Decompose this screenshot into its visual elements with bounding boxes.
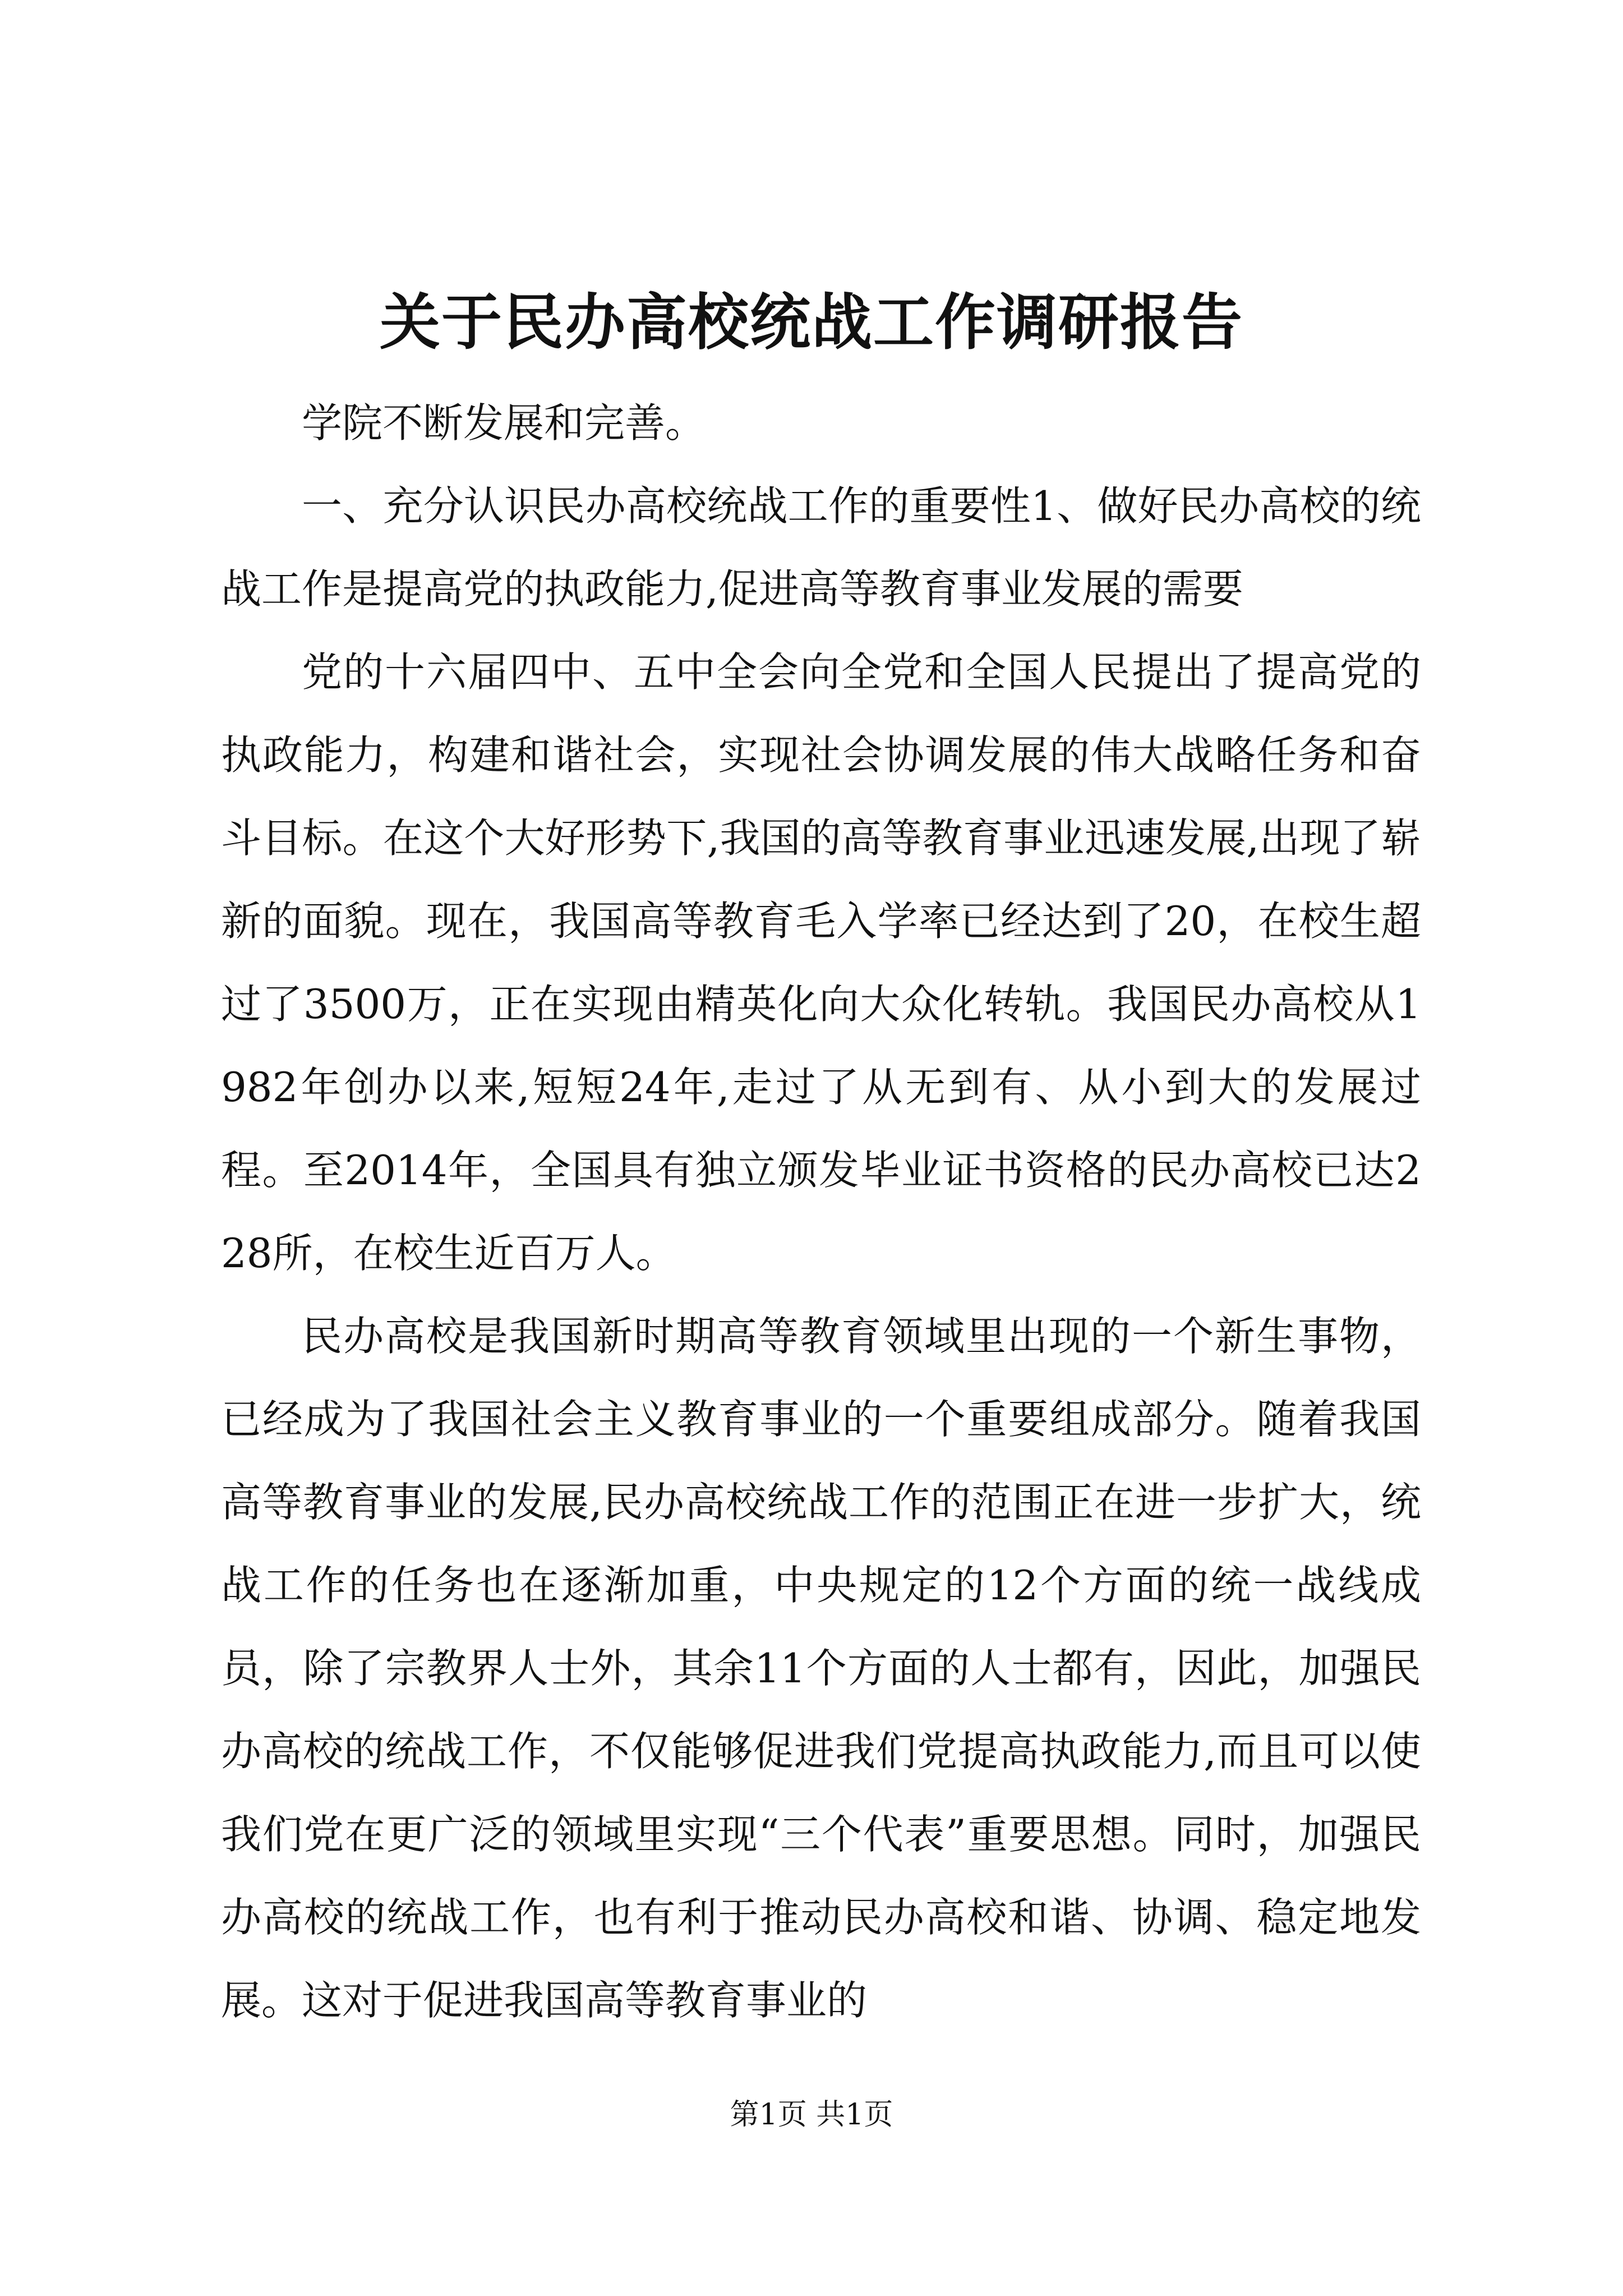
page-footer: 第1页 共1页 (730, 2098, 893, 2132)
paragraph-3: 党的十六届四中、五中全会向全党和全国人民提出了提高党的执政能力，构建和谐社会，实现社会协调发展的伟大战略任务和奋斗目标。在这个大好形势下,我国的高等教育事业迅速发展,出现了崭新的面貌。现在，我国高等教育毛入学率已经达到了20，在校生超过了3500万，正在实现由精英化向大众化转轨。我国民办高校从1982年创办以来,短短24年,走过了从无到有、从小到大的发展过程。至2014年，全国具有独立颁发毕业证书资格的民办高校已达228所，在校生近百万人。 (221, 648, 1421, 1277)
paragraph-2: 一、充分认识民办高校统战工作的重要性1、做好民办高校的统战工作是提高党的执政能力,促进高等教育事业发展的需要 (221, 482, 1421, 613)
paragraph-4: 民办高校是我国新时期高等教育领域里出现的一个新生事物，已经成为了我国社会主义教育事业的一个重要组成部分。随着我国高等教育事业的发展,民办高校统战工作的范围正在进一步扩大，统战工作的任务也在逐渐加重，中央规定的12个方面的统一战线成员，除了宗教界人士外，其余11个方面的人士都有，因此，加强民办高校的统战工作，不仅能够促进我们党提高执政能力,而且可以使我们党在更广泛的领域里实现“三个代表”重要思想。同时，加强民办高校的统战工作，也有利于推动民办高校和谐、协调、稳定地发展。这对于促进我国高等教育事业的 (221, 1313, 1421, 2024)
document-title: 关于民办高校统战工作调研报告 (379, 287, 1243, 358)
paragraph-1: 学院不断发展和完善。 (302, 399, 706, 447)
document-body (221, 381, 1421, 2042)
